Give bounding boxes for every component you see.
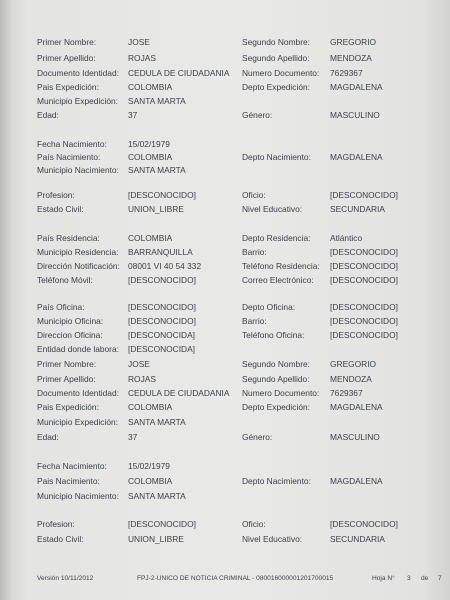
field-value: JOSE (128, 359, 150, 369)
field-label: Dirección Notificación: (37, 261, 120, 271)
field-value: [DESCONOCIDO] (128, 275, 196, 285)
field-value: 15/02/1979 (128, 139, 170, 149)
footer-of-label: de (421, 575, 429, 582)
field-value: 08001 VI 40 54 332 (128, 261, 202, 271)
field-value: MENDOZA (330, 53, 372, 63)
field-label: Primer Nombre: (37, 37, 97, 47)
field-row (0, 232, 450, 244)
field-value: MASCULINO (330, 110, 380, 120)
field-label: Documento Identidad: (37, 68, 119, 78)
field-label: Género: (242, 432, 273, 442)
field-row (0, 343, 450, 355)
field-label: Entidad donde labora: (37, 344, 119, 354)
field-value: JOSE (128, 37, 150, 47)
field-label: Teléfono Residencia: (242, 261, 320, 271)
field-row (0, 138, 450, 150)
field-value: MAGDALENA (330, 82, 383, 92)
field-label: Oficio: (242, 519, 266, 529)
field-label: Segundo Apellido: (242, 53, 310, 63)
field-value: 37 (128, 432, 138, 442)
field-value: [DESCONOCIDA] (128, 330, 196, 340)
field-label: Fecha Nacimiento: (37, 461, 107, 471)
field-value: Atlántico (330, 233, 363, 243)
field-row (0, 246, 450, 258)
field-row (0, 67, 450, 79)
field-value: SANTA MARTA (128, 165, 186, 175)
field-value: ROJAS (128, 53, 156, 63)
field-label: Nivel Educativo: (242, 204, 303, 214)
field-label: Segundo Apellido: (242, 374, 310, 384)
field-label: Numero Documento: (242, 388, 320, 398)
field-value: [DESCONOCIDO] (128, 519, 196, 529)
field-label: Barrio: (242, 316, 267, 326)
footer-page-label: Hoja N° (372, 575, 395, 582)
field-value: BARRANQUILLA (128, 247, 193, 257)
field-value: CEDULA DE CIUDADANIA (128, 68, 230, 78)
field-value: ROJAS (128, 374, 156, 384)
field-label: Pais Expedición: (37, 402, 99, 412)
field-label: Estado Civil: (37, 534, 84, 544)
page-footer (0, 573, 450, 585)
field-label: Depto Oficina: (242, 302, 296, 312)
field-value: MASCULINO (330, 432, 380, 442)
field-label: Segundo Nombre: (242, 359, 310, 369)
field-label: Género: (242, 110, 273, 120)
field-value: COLOMBIA (128, 152, 173, 162)
field-row (0, 387, 450, 399)
field-row (0, 533, 450, 545)
field-label: Profesion: (37, 190, 75, 200)
field-label: Municipio Expedición: (37, 96, 119, 106)
field-label: Municipio Nacimiento: (37, 165, 119, 175)
field-row (0, 358, 450, 370)
field-label: Edad: (37, 432, 59, 442)
field-value: 15/02/1979 (128, 461, 170, 471)
field-label: Segundo Nombre: (242, 37, 310, 47)
field-label: Numero Documento: (242, 68, 320, 78)
field-value: MAGDALENA (330, 152, 383, 162)
field-row (0, 518, 450, 530)
field-value: UNION_LIBRE (128, 204, 184, 214)
field-label: Pais Nacimiento: (37, 476, 100, 486)
field-row (0, 373, 450, 385)
field-value: SECUNDARIA (330, 534, 385, 544)
field-label: País Oficina: (37, 302, 85, 312)
field-row (0, 490, 450, 502)
field-value: COLOMBIA (128, 402, 173, 412)
field-value: [DESCONOCIDO] (128, 190, 196, 200)
field-label: Fecha Nacimiento: (37, 139, 107, 149)
field-row (0, 109, 450, 121)
field-value: [DESCONOCIDO] (330, 330, 398, 340)
field-value: COLOMBIA (128, 233, 173, 243)
field-value: MAGDALENA (330, 476, 383, 486)
field-label: Correo Electrónico: (242, 275, 314, 285)
field-label: Teléfono Móvil: (37, 275, 93, 285)
field-value: CEDULA DE CIUDADANIA (128, 388, 230, 398)
field-value: GREGORIO (330, 37, 377, 47)
field-value: 7629367 (330, 68, 363, 78)
field-row (0, 164, 450, 176)
field-label: Profesion: (37, 519, 75, 529)
field-value: SANTA MARTA (128, 491, 186, 501)
field-row (0, 81, 450, 93)
field-label: Municipio Residencia: (37, 247, 119, 257)
field-value: [DESCONOCIDA] (128, 344, 196, 354)
field-row (0, 460, 450, 472)
field-row (0, 416, 450, 428)
field-value: 37 (128, 110, 138, 120)
field-label: Edad: (37, 110, 59, 120)
field-label: País Nacimiento: (37, 152, 101, 162)
field-row (0, 189, 450, 201)
field-row (0, 260, 450, 272)
field-value: [DESCONOCIDO] (128, 302, 196, 312)
field-value: [DESCONOCIDO] (330, 275, 398, 285)
field-value: MAGDALENA (330, 402, 383, 412)
field-label: Municipio Expedición: (37, 417, 119, 427)
field-label: Estado Civil: (37, 204, 84, 214)
field-label: Depto Nacimiento: (242, 152, 311, 162)
field-value: [DESCONOCIDO] (330, 261, 398, 271)
field-row (0, 52, 450, 64)
field-label: Municipio Nacimiento: (37, 491, 119, 501)
footer-version: Versión 10/11/2012 (37, 575, 94, 582)
field-label: Depto Expedición: (242, 82, 310, 92)
field-value: COLOMBIA (128, 82, 173, 92)
field-row (0, 203, 450, 215)
field-row (0, 401, 450, 413)
field-value: [DESCONOCIDO] (330, 316, 398, 326)
footer-page-number: 3 (407, 575, 411, 582)
field-row (0, 274, 450, 286)
field-label: Nivel Educativo: (242, 534, 303, 544)
field-label: Municipio Oficina: (37, 316, 104, 326)
field-value: [DESCONOCIDO] (330, 302, 398, 312)
field-row (0, 475, 450, 487)
field-label: País Residencia: (37, 233, 100, 243)
field-value: COLOMBIA (128, 476, 173, 486)
field-value: [DESCONOCIDO] (330, 190, 398, 200)
field-row (0, 431, 450, 443)
field-label: Teléfono Oficina: (242, 330, 305, 340)
field-value: SANTA MARTA (128, 96, 186, 106)
field-label: Documento Identidad: (37, 388, 119, 398)
field-label: Depto Expedición: (242, 402, 310, 412)
field-label: Direccion Oficina: (37, 330, 103, 340)
field-label: Depto Nacimiento: (242, 476, 311, 486)
field-row (0, 315, 450, 327)
field-value: [DESCONOCIDO] (330, 247, 398, 257)
field-value: MENDOZA (330, 374, 372, 384)
footer-form-id: FPJ-2-UNICO DE NOTICIA CRIMINAL - 080016000001201700015 (137, 575, 334, 582)
field-label: Primer Apellido: (37, 53, 96, 63)
field-label: Depto Residencia: (242, 233, 311, 243)
field-label: Barrio: (242, 247, 267, 257)
field-value: SANTA MARTA (128, 417, 186, 427)
field-row (0, 301, 450, 313)
field-value: [DESCONOCIDO] (128, 316, 196, 326)
field-value: [DESCONOCIDO] (330, 519, 398, 529)
field-row (0, 151, 450, 163)
field-value: GREGORIO (330, 359, 377, 369)
field-label: Primer Apellido: (37, 374, 96, 384)
field-label: Oficio: (242, 190, 266, 200)
field-row (0, 95, 450, 107)
field-row (0, 329, 450, 341)
footer-page-total: 7 (438, 575, 442, 582)
field-value: SECUNDARIA (330, 204, 385, 214)
field-row (0, 36, 450, 48)
field-label: Pais Expedición: (37, 82, 99, 92)
field-value: UNION_LIBRE (128, 534, 184, 544)
field-label: Primer Nombre: (37, 359, 97, 369)
field-value: 7629367 (330, 388, 363, 398)
